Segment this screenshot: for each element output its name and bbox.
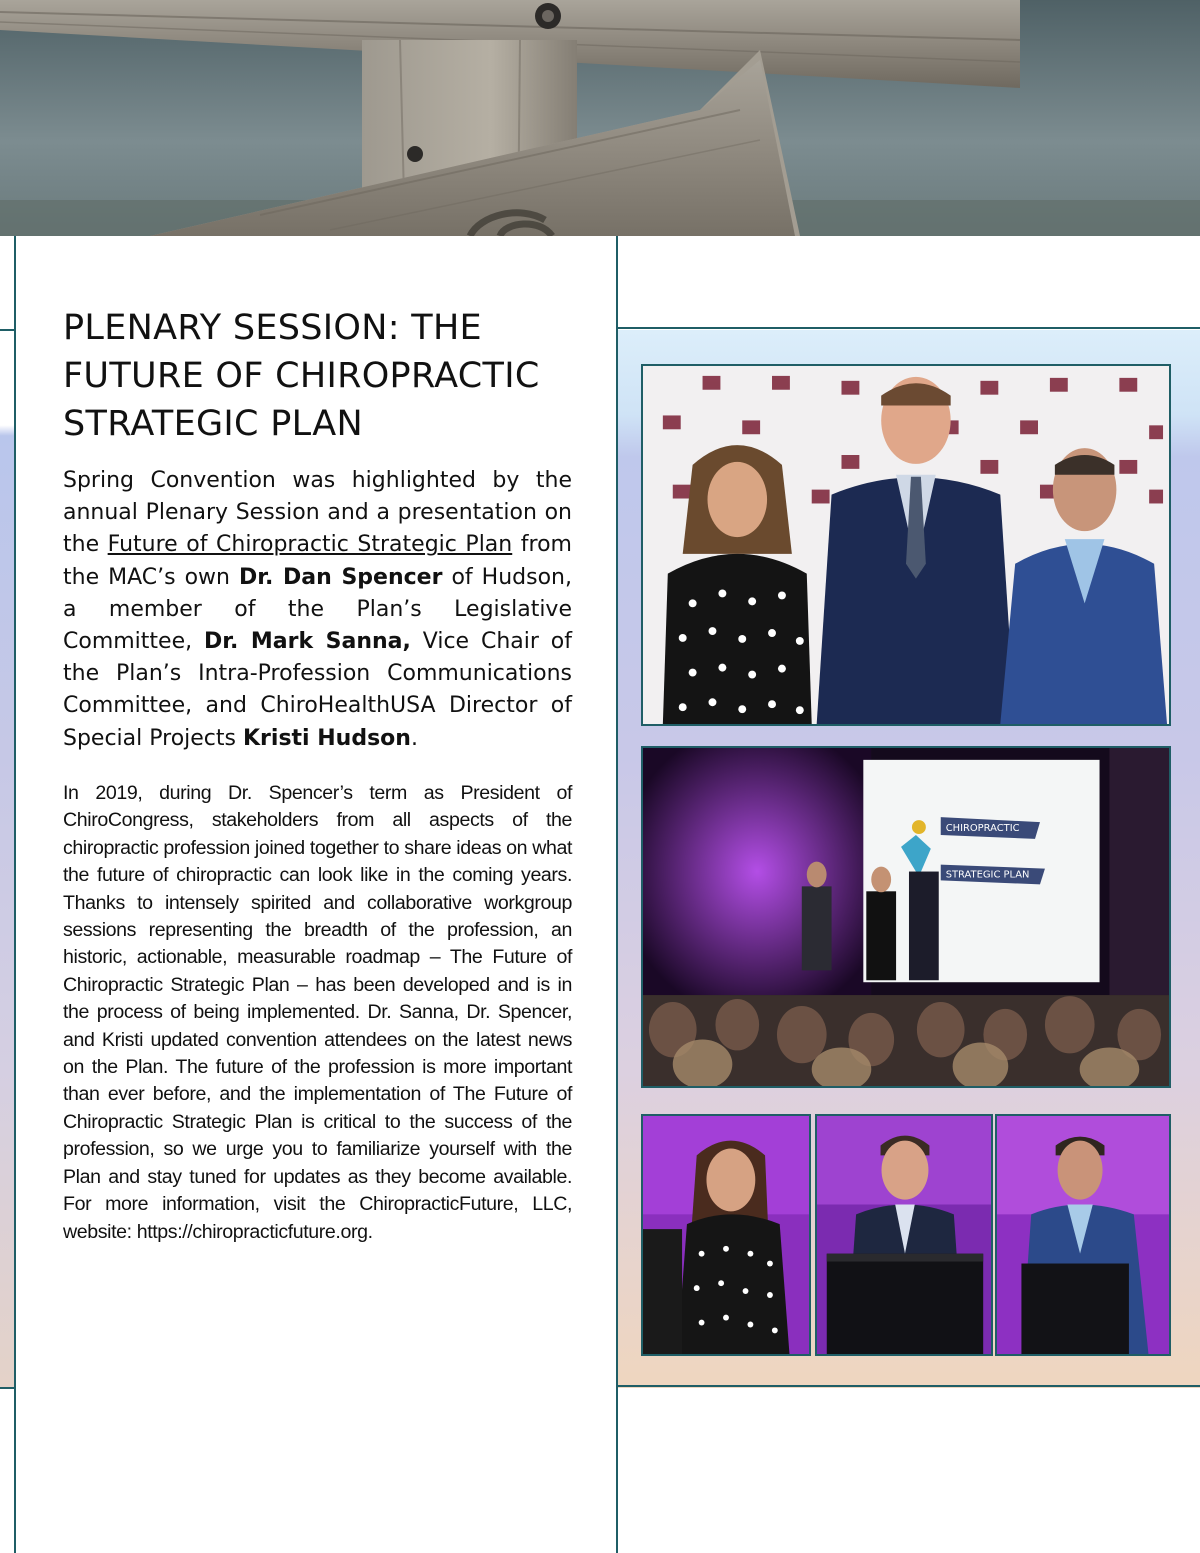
photo-stage-presentation xyxy=(641,746,1171,1088)
speaker-name-sanna: Dr. Mark Sanna, xyxy=(204,629,411,655)
left-gradient-strip xyxy=(0,330,15,1388)
photo-stage-presentation-image xyxy=(643,748,1169,1086)
photo-speaker-woman-podium-image xyxy=(643,1116,809,1354)
frame-line-left-top xyxy=(0,329,14,331)
slide-text-line2: STRATEGIC PLAN xyxy=(945,869,1030,881)
slide-text-line1: CHIROPRACTIC xyxy=(945,823,1020,835)
photo-speaker-woman-podium xyxy=(641,1114,811,1356)
photo-speakers-group-image xyxy=(643,366,1169,724)
lead-text: . xyxy=(410,725,418,751)
photo-speakers-group xyxy=(641,364,1171,726)
photo-speaker-man-podium-center-image xyxy=(817,1116,991,1354)
strategic-plan-link[interactable]: Future of Chiropractic Strategic Plan xyxy=(107,532,513,558)
wooden-sign-illustration xyxy=(0,0,1200,236)
lead-text: from the MAC’s own xyxy=(63,532,572,590)
speaker-name-hudson: Kristi Hudson xyxy=(243,725,411,751)
speaker-name-spencer: Dr. Dan Spencer xyxy=(239,564,443,590)
lead-text: Vice Chair of the Plan’s Intra-Profession Communications Committee, and ChiroHealthUSA Director of Special Projects xyxy=(63,629,572,751)
article-title xyxy=(63,304,583,448)
header-photo-wooden-sign xyxy=(0,0,1200,236)
frame-line-left-bottom xyxy=(0,1387,14,1389)
article-body-paragraph: In 2019, during Dr. Spencer’s term as President of ChiroCongress, stakeholders from all aspects of the chiropractic profession joined together to share ideas on what the future of chiropractic can look like in the coming years. Thanks to intensely spirited and collaborative workgroup sessions representing the breadth of the profession, an historic, actionable, measurable roadmap – The Future of Chiropractic Strategic Plan – has been developed and is in the process of being implemented. Dr. Sanna, Dr. Spencer, and Kristi updated convention attendees on the latest news on the Plan. The future of the profession is more important than ever before, and the implementation of The Future of Chiropractic Strategic Plan is critical to the success of the profession, so we urge you to familiarize yourself with the Plan and stay tuned for updates as they become available. For more information, visit the ChiropracticFuture, LLC, website: https://chiropracticfuture.org. xyxy=(63,782,572,1243)
article-lead-paragraph xyxy=(63,465,572,755)
frame-line-center xyxy=(616,236,618,1553)
photo-speaker-man-podium-right-image xyxy=(997,1116,1169,1354)
photo-speaker-man-podium-center xyxy=(815,1114,993,1356)
article-title-line: FUTURE OF CHIROPRACTIC xyxy=(63,356,540,396)
lead-text: Spring Convention was highlighted by the annual Plenary Session and a presentation on the xyxy=(63,468,572,558)
frame-line-right-bottom xyxy=(616,1385,1200,1387)
article-title-line: PLENARY SESSION: THE xyxy=(63,308,482,348)
frame-line-left xyxy=(14,236,16,1553)
frame-line-right-top xyxy=(616,327,1200,329)
article-title-line: STRATEGIC PLAN xyxy=(63,404,363,444)
photo-speaker-man-podium-right xyxy=(995,1114,1171,1356)
lead-text: of Hudson, a member of the Plan’s Legislative Committee, xyxy=(63,564,572,655)
